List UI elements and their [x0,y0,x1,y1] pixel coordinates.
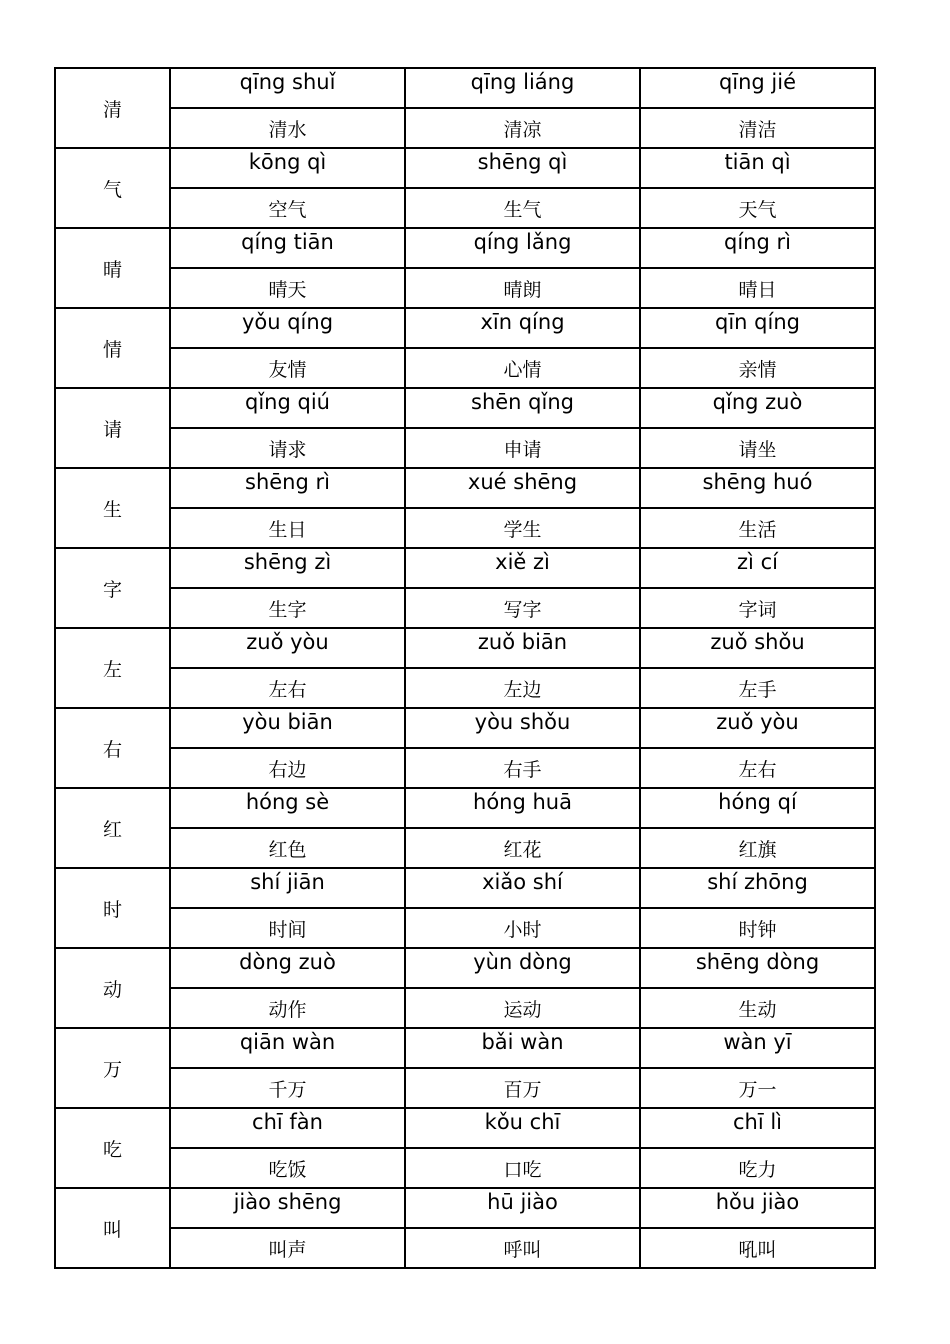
pinyin-cell: qíng rì [640,228,875,268]
word-cell: 生活 [640,508,875,548]
pinyin-row [55,548,875,588]
pinyin-cell: kǒu chī [405,1108,640,1148]
pinyin-row [55,868,875,908]
character-group [55,228,875,308]
character-cell: 吃 [55,1108,170,1188]
pinyin-cell: shí jiān [170,868,405,908]
word-row [55,828,875,868]
character-group [55,628,875,708]
pinyin-cell: shēng huó [640,468,875,508]
pinyin-row [55,788,875,828]
word-cell: 生动 [640,988,875,1028]
word-cell: 请坐 [640,428,875,468]
word-row [55,1228,875,1268]
word-cell: 小时 [405,908,640,948]
character-cell: 左 [55,628,170,708]
pinyin-cell: zuǒ yòu [640,708,875,748]
word-cell: 生气 [405,188,640,228]
pinyin-cell: tiān qì [640,148,875,188]
pinyin-cell: qǐng zuò [640,388,875,428]
word-row [55,108,875,148]
word-cell: 吼叫 [640,1228,875,1268]
pinyin-cell: xiě zì [405,548,640,588]
pinyin-cell: zuǒ biān [405,628,640,668]
pinyin-cell: jiào shēng [170,1188,405,1228]
pinyin-cell: hū jiào [405,1188,640,1228]
word-cell: 万一 [640,1068,875,1108]
word-cell: 学生 [405,508,640,548]
word-cell: 清洁 [640,108,875,148]
character-cell: 叫 [55,1188,170,1268]
word-cell: 吃力 [640,1148,875,1188]
character-cell: 情 [55,308,170,388]
word-cell: 空气 [170,188,405,228]
pinyin-cell: zuǒ shǒu [640,628,875,668]
character-group [55,308,875,388]
word-row [55,1068,875,1108]
pinyin-cell: chī fàn [170,1108,405,1148]
pinyin-cell: zuǒ yòu [170,628,405,668]
pinyin-cell: bǎi wàn [405,1028,640,1068]
character-group [55,1188,875,1268]
word-row [55,668,875,708]
character-group [55,948,875,1028]
pinyin-cell: qīng shuǐ [170,68,405,108]
character-group [55,388,875,468]
character-cell: 右 [55,708,170,788]
character-group [55,788,875,868]
word-row [55,988,875,1028]
pinyin-row [55,1188,875,1228]
word-row [55,268,875,308]
word-cell: 千万 [170,1068,405,1108]
character-group [55,1028,875,1108]
pinyin-cell: qiān wàn [170,1028,405,1068]
word-cell: 时间 [170,908,405,948]
word-cell: 晴天 [170,268,405,308]
word-cell: 红花 [405,828,640,868]
character-group [55,868,875,948]
word-cell: 红色 [170,828,405,868]
pinyin-cell: yòu shǒu [405,708,640,748]
word-row [55,188,875,228]
word-row [55,508,875,548]
word-cell: 右边 [170,748,405,788]
pinyin-row [55,388,875,428]
word-cell: 清凉 [405,108,640,148]
word-cell: 左右 [170,668,405,708]
character-cell: 时 [55,868,170,948]
character-cell: 请 [55,388,170,468]
word-cell: 晴日 [640,268,875,308]
word-cell: 晴朗 [405,268,640,308]
character-group [55,68,875,148]
word-cell: 红旗 [640,828,875,868]
word-row [55,348,875,388]
word-row [55,748,875,788]
pinyin-cell: hǒu jiào [640,1188,875,1228]
pinyin-cell: shēn qǐng [405,388,640,428]
vocabulary-table [54,67,876,1269]
word-cell: 运动 [405,988,640,1028]
pinyin-cell: qíng tiān [170,228,405,268]
pinyin-row [55,68,875,108]
pinyin-cell: dòng zuò [170,948,405,988]
word-cell: 左手 [640,668,875,708]
pinyin-cell: qíng lǎng [405,228,640,268]
word-cell: 亲情 [640,348,875,388]
pinyin-cell: shēng dòng [640,948,875,988]
pinyin-cell: xīn qíng [405,308,640,348]
word-cell: 呼叫 [405,1228,640,1268]
character-group [55,548,875,628]
word-cell: 生字 [170,588,405,628]
character-cell: 生 [55,468,170,548]
character-group [55,1108,875,1188]
word-cell: 口吃 [405,1148,640,1188]
word-cell: 百万 [405,1068,640,1108]
pinyin-row [55,308,875,348]
character-cell: 万 [55,1028,170,1108]
word-cell: 请求 [170,428,405,468]
pinyin-row [55,628,875,668]
pinyin-row [55,1028,875,1068]
word-cell: 吃饭 [170,1148,405,1188]
pinyin-cell: xué shēng [405,468,640,508]
pinyin-cell: yùn dòng [405,948,640,988]
pinyin-cell: xiǎo shí [405,868,640,908]
pinyin-cell: hóng qí [640,788,875,828]
word-cell: 叫声 [170,1228,405,1268]
pinyin-cell: qīn qíng [640,308,875,348]
word-cell: 写字 [405,588,640,628]
character-cell: 晴 [55,228,170,308]
pinyin-cell: chī lì [640,1108,875,1148]
pinyin-cell: kōng qì [170,148,405,188]
word-row [55,428,875,468]
word-cell: 右手 [405,748,640,788]
word-cell: 天气 [640,188,875,228]
character-cell: 气 [55,148,170,228]
character-cell: 动 [55,948,170,1028]
pinyin-cell: hóng huā [405,788,640,828]
pinyin-cell: shēng rì [170,468,405,508]
word-cell: 时钟 [640,908,875,948]
word-cell: 申请 [405,428,640,468]
pinyin-cell: zì cí [640,548,875,588]
word-row [55,1148,875,1188]
word-cell: 动作 [170,988,405,1028]
pinyin-cell: hóng sè [170,788,405,828]
word-cell: 心情 [405,348,640,388]
pinyin-cell: qīng jié [640,68,875,108]
word-cell: 字词 [640,588,875,628]
character-group [55,468,875,548]
pinyin-cell: shēng qì [405,148,640,188]
pinyin-cell: qǐng qiú [170,388,405,428]
character-group [55,708,875,788]
pinyin-row [55,228,875,268]
word-row [55,588,875,628]
pinyin-row [55,1108,875,1148]
pinyin-row [55,948,875,988]
pinyin-row [55,708,875,748]
word-cell: 生日 [170,508,405,548]
word-row [55,908,875,948]
pinyin-cell: yòu biān [170,708,405,748]
pinyin-cell: yǒu qíng [170,308,405,348]
pinyin-cell: shēng zì [170,548,405,588]
pinyin-cell: qīng liáng [405,68,640,108]
character-cell: 字 [55,548,170,628]
word-cell: 友情 [170,348,405,388]
pinyin-cell: shí zhōng [640,868,875,908]
pinyin-cell: wàn yī [640,1028,875,1068]
word-cell: 清水 [170,108,405,148]
character-group [55,148,875,228]
word-cell: 左右 [640,748,875,788]
pinyin-row [55,148,875,188]
character-cell: 红 [55,788,170,868]
word-cell: 左边 [405,668,640,708]
pinyin-row [55,468,875,508]
character-cell: 清 [55,68,170,148]
